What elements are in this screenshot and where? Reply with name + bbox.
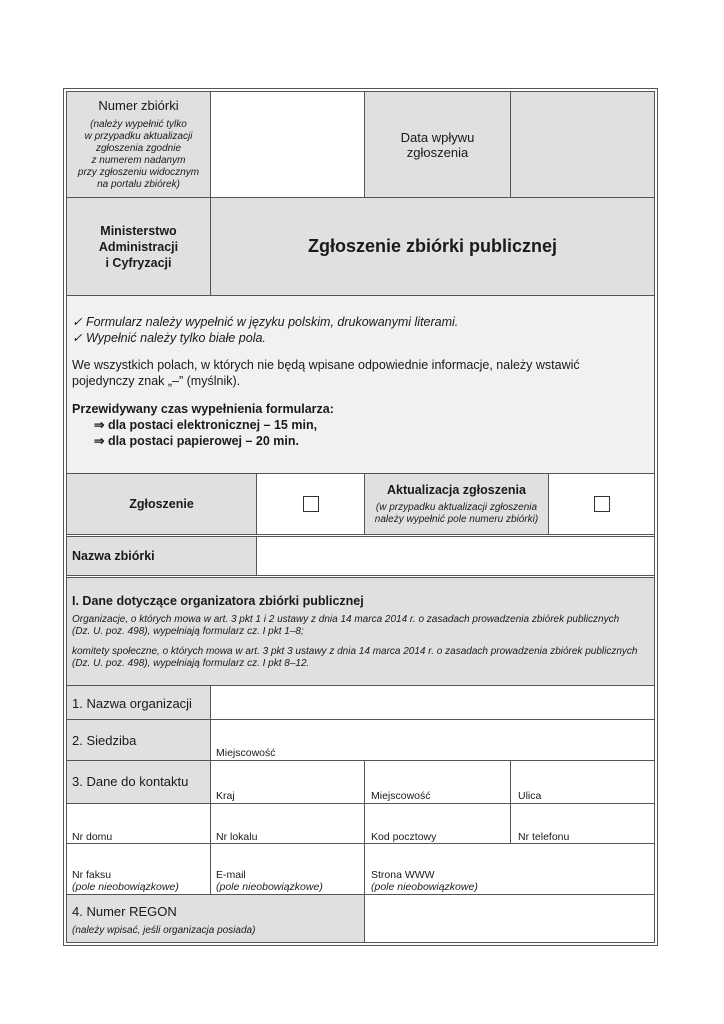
zgloszenie-checkbox[interactable] (303, 496, 319, 512)
email-label: E-mail (216, 869, 246, 881)
aktualizacja-note: (w przypadku aktualizacji zgłoszenia (375, 501, 538, 513)
kontakt-label-cell (66, 760, 211, 804)
strona-www-label: Strona WWW (371, 869, 435, 881)
data-wplywu-label-cell (364, 91, 511, 198)
section1-note: Organizacje, o których mowa w art. 3 pkt 1 i 2 ustawy z dnia 14 marca 2014 r. o zasadach prowadzenia zbiórek publicznych (72, 614, 620, 625)
nr-lokalu-label: Nr lokalu (216, 831, 258, 843)
zgloszenie-label-cell (66, 473, 257, 535)
nazwa-zbiorki-input[interactable] (256, 536, 655, 576)
zgloszenie-checkbox-cell[interactable] (256, 473, 365, 535)
optional-note: (pole nieobowiązkowe) (371, 881, 478, 893)
instruction-check: ✓ Wypełnić należy tylko białe pola. (72, 331, 266, 345)
nr-domu-label: Nr domu (72, 831, 113, 843)
nazwa-organizacji-label-cell (66, 685, 211, 720)
ministry-cell (66, 197, 211, 296)
nazwa-organizacji-label: 1. Nazwa organizacji (72, 696, 192, 711)
note-line: z numerem nadanym (91, 155, 186, 166)
time-item: ⇒ dla postaci elektronicznej – 15 min, (94, 418, 318, 432)
aktualizacja-checkbox[interactable] (594, 496, 610, 512)
instruction-check: ✓ Formularz należy wypełnić w języku polskim, drukowanymi literami. (72, 315, 459, 329)
numer-zbiorki-note (78, 119, 199, 191)
form-title-cell (210, 197, 655, 296)
aktualizacja-checkbox-cell[interactable] (548, 473, 655, 535)
nr-faksu-label: Nr faksu (72, 869, 112, 881)
ulica-input[interactable] (510, 760, 655, 804)
miejscowosc-label: Miejscowość (371, 790, 431, 802)
siedziba-label-cell (66, 719, 211, 761)
section1-note: komitety społeczne, o których mowa w art. 3 pkt 3 ustawy z dnia 14 marca 2014 r. o zasadach prowadzenia zbiórek publicznych (72, 646, 638, 657)
kod-pocztowy-input[interactable] (364, 803, 511, 844)
instructions-panel (66, 295, 655, 474)
nazwa-zbiorki-label: Nazwa zbiórki (72, 549, 155, 563)
kraj-input[interactable] (210, 760, 365, 804)
regon-label-cell (66, 894, 365, 943)
kraj-label: Kraj (216, 790, 235, 802)
strona-www-input[interactable] (364, 843, 655, 895)
numer-zbiorki-title: Numer zbiórki (98, 98, 179, 113)
dash-instruction: pojedynczy znak „–” (myślnik). (72, 374, 241, 388)
kontakt-miejscowosc-input[interactable] (364, 760, 511, 804)
ministry-line: Ministerstwo (100, 223, 177, 238)
aktualizacja-label-cell (364, 473, 549, 535)
siedziba-label: 2. Siedziba (72, 733, 137, 748)
section1-header (66, 577, 655, 686)
regon-note: (należy wpisać, jeśli organizacja posiada) (72, 925, 256, 936)
nr-lokalu-input[interactable] (210, 803, 365, 844)
regon-input[interactable] (364, 894, 655, 943)
note-line: na portalu zbiórek) (97, 179, 180, 190)
nr-faksu-input[interactable] (66, 843, 211, 895)
optional-note: (pole nieobowiązkowe) (216, 881, 323, 893)
nazwa-zbiorki-label-cell (66, 536, 257, 576)
nazwa-organizacji-input[interactable] (210, 685, 655, 720)
nr-domu-input[interactable] (66, 803, 211, 844)
note-line: zgłoszenia zgodnie (95, 143, 182, 154)
time-item: ⇒ dla postaci papierowej – 20 min. (94, 434, 299, 448)
nr-telefonu-input[interactable] (510, 803, 655, 844)
ministry-line: Administracji (98, 239, 179, 254)
section1-note: (Dz. U. poz. 498), wypełniają formularz cz. I pkt 1–8; (72, 626, 304, 637)
section1-note: (Dz. U. poz. 498), wypełniają formularz cz. I pkt 8–12. (72, 658, 310, 669)
aktualizacja-label: Aktualizacja zgłoszenia (387, 482, 526, 497)
regon-label: 4. Numer REGON (72, 904, 177, 919)
ministry-line: i Cyfryzacji (105, 255, 172, 270)
data-wplywu-field (510, 91, 655, 198)
aktualizacja-note: należy wypełnić pole numeru zbiórki) (374, 513, 539, 525)
section1-title: I. Dane dotyczące organizatora zbiórki publicznej (72, 594, 364, 608)
kod-pocztowy-label: Kod pocztowy (371, 831, 437, 843)
note-line: (należy wypełnić tylko (90, 119, 187, 130)
kontakt-label: 3. Dane do kontaktu (72, 774, 189, 789)
numer-zbiorki-input[interactable] (210, 91, 365, 198)
time-title: Przewidywany czas wypełnienia formularza: (72, 402, 334, 416)
data-wplywu-line: Data wpływu (400, 129, 475, 145)
note-line: przy zgłoszeniu widocznym (77, 167, 200, 178)
nr-telefonu-label: Nr telefonu (518, 831, 570, 843)
email-input[interactable] (210, 843, 365, 895)
ulica-label: Ulica (518, 790, 542, 802)
zgloszenie-label: Zgłoszenie (129, 497, 194, 511)
optional-note: (pole nieobowiązkowe) (72, 881, 179, 893)
form-title: Zgłoszenie zbiórki publicznej (307, 236, 558, 256)
siedziba-miejscowosc-input[interactable] (210, 719, 655, 761)
numer-zbiorki-label-cell (66, 91, 211, 198)
miejscowosc-label: Miejscowość (216, 747, 276, 759)
dash-instruction: We wszystkich polach, w których nie będą wpisane odpowiednie informacje, należy wstawić (72, 358, 580, 372)
data-wplywu-line: zgłoszenia (406, 144, 469, 160)
note-line: w przypadku aktualizacji (84, 131, 193, 142)
